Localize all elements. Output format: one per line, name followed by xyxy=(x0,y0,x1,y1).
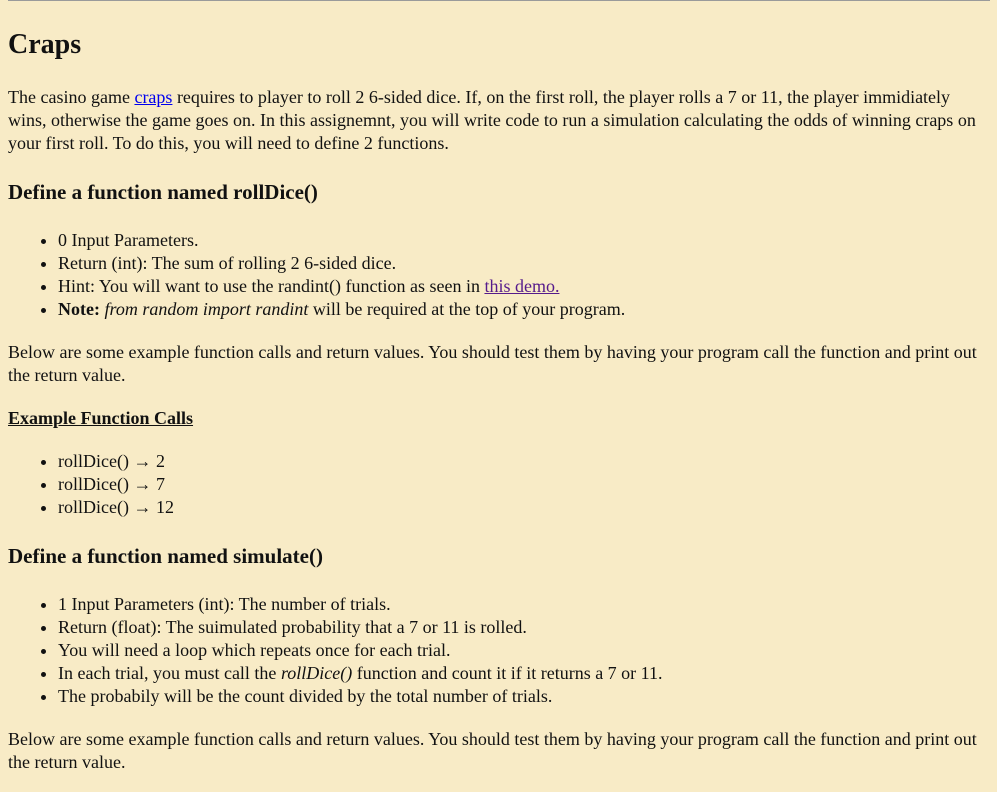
list-item: • In each trial, you must call the rollDice() function and count it if it returns a 7 or 11. xyxy=(58,662,997,685)
list-item: • 0 Input Parameters. xyxy=(58,229,997,252)
demo-link[interactable]: this demo. xyxy=(484,276,560,296)
list-item: • The probabily will be the count divided by the total number of trials. xyxy=(58,685,997,708)
list-item: • Return (float): The suimulated probability that a 7 or 11 is rolled. xyxy=(58,616,997,639)
list-item: • rollDice() → 7 xyxy=(58,473,997,496)
examples-list xyxy=(8,450,997,519)
rolldice-heading: Define a function named rollDice() xyxy=(8,180,318,204)
intro-paragraph: The casino game craps requires to player to roll 2 6-sided dice. If, on the first roll, the player rolls a 7 or 11, the player immidiately wins, otherwise the game goes on. In this assignemnt, you will write code to run a simulation calculating the odds of winning craps on your first roll. To do this, you will need to define 2 functions. xyxy=(8,87,976,153)
simulate-instructions: Below are some example function calls and return values. You should test them by having your program call the function and print out the return value. xyxy=(8,729,977,772)
simulate-requirements-list xyxy=(8,593,997,708)
page-title: Craps xyxy=(8,29,82,60)
craps-link[interactable]: craps xyxy=(134,87,173,107)
simulate-heading: Define a function named simulate() xyxy=(8,544,323,568)
examples-heading: Example Function Calls xyxy=(8,408,194,428)
rolldice-requirements-list xyxy=(8,229,997,321)
list-item: • rollDice() → 12 xyxy=(58,496,997,519)
top-divider xyxy=(8,0,990,1)
list-item: • Hint: You will want to use the randint() function as seen in this demo. xyxy=(58,275,997,298)
list-item: • Return (int): The sum of rolling 2 6-sided dice. xyxy=(58,252,997,275)
list-item: • Note: from random import randint will be required at the top of your program. xyxy=(58,298,997,321)
rolldice-instructions: Below are some example function calls and return values. You should test them by having your program call the function and print out the return value. xyxy=(8,342,977,385)
list-item: • You will need a loop which repeats once for each trial. xyxy=(58,639,997,662)
list-item: • rollDice() → 2 xyxy=(58,450,997,473)
list-item: • 1 Input Parameters (int): The number of trials. xyxy=(58,593,997,616)
